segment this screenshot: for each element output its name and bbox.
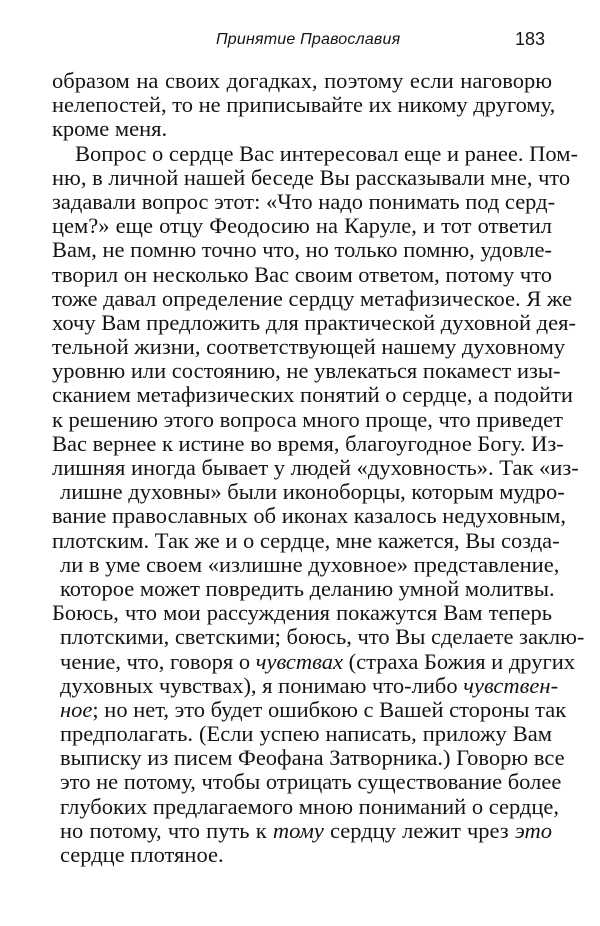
text-segment: (страха Божия и других: [343, 648, 576, 674]
text-segment: но потому, что путь к: [60, 817, 273, 843]
text-line: Вопрос о сердце Вас интересовал еще и ранее. Пом-: [75, 140, 578, 166]
text-line: ли в уме своем «излишне духовное» представление,: [60, 551, 560, 577]
text-line: сердце плотяное.: [60, 842, 224, 867]
text-segment: духовных чувствах), я понимаю что-либо: [60, 672, 464, 698]
text-line: лишняя иногда бывает у людей «духовность». Так «из-: [52, 455, 579, 480]
page-number: 183: [514, 29, 545, 49]
italic-word: чувствах: [255, 648, 343, 674]
text-line: хочу Вам предложить для практической духовной дея-: [52, 309, 576, 335]
text-line: вание православных об иконах казалось недуховным,: [52, 503, 567, 529]
text-line: которое может повредить деланию умной молитвы.: [60, 575, 555, 601]
text-line: к решению этого вопроса много проще, что приведет: [52, 406, 563, 432]
text-line: цем?» еще отцу Феодосию на Каруле, и тот ответил: [52, 213, 552, 239]
text-line: плотским. Так же и о сердце, мне кажется, Вы созда-: [52, 527, 560, 553]
text-segment: сердцу лежит чрез: [323, 817, 515, 843]
text-line: плотскими, светскими; боюсь, что Вы сделаете заклю-: [60, 624, 585, 650]
text-line: Вас вернее к истине во время, благоугодное Богу. Из-: [52, 430, 564, 456]
text-line: глубоких предлагаемого мною пониманий о сердце,: [60, 793, 560, 819]
text-line: это не потому, чтобы отрицать существование более: [60, 769, 562, 795]
italic-word: чувствен-: [463, 672, 559, 698]
text-line: задавали вопрос этот: «Что надо понимать под серд-: [52, 188, 556, 214]
text-segment: ; но нет, это будет ошибкою с Вашей стороны так: [92, 696, 567, 722]
text-line: тоже давал определение сердцу метафизическое. Я же: [52, 285, 573, 311]
body-text: [52, 68, 585, 867]
text-line: сканием метафизических понятий о сердце, а подойти: [52, 382, 573, 408]
text-line: [52, 819, 552, 843]
italic-word: это: [514, 817, 552, 843]
text-line: выписку из писем Феофана Затворника.) Говорю все: [60, 745, 565, 771]
text-line: [52, 648, 576, 674]
text-line: кроме меня.: [52, 116, 168, 142]
text-line: [52, 696, 567, 722]
text-line: нелепостей, то не приписывайте их никому другому,: [52, 92, 556, 118]
italic-word: ное: [60, 696, 93, 722]
running-title: Принятие Православия: [216, 31, 401, 48]
text-line: предполагать. (Если успею написать, приложу Вам: [60, 721, 552, 747]
text-line: Боюсь, что мои рассуждения покажутся Вам теперь: [52, 600, 552, 626]
text-line: ню, в личной нашей беседе Вы рассказывали мне, что: [52, 164, 571, 190]
text-line: лишне духовны» были иконоборцы, которым мудро-: [60, 479, 565, 505]
text-line: тельной жизни, соответствующей нашему духовному: [52, 334, 566, 360]
text-line: образом на своих догадках, поэтому если наговорю: [52, 68, 552, 93]
italic-word: тому: [272, 817, 324, 843]
text-line: [52, 672, 559, 698]
text-line: творил он несколько Вас своим ответом, потому что: [52, 261, 552, 287]
text-segment: чение, что, говоря о: [60, 648, 256, 674]
text-line: Вам, не помню точно что, но только помню, удовле-: [52, 237, 552, 263]
text-line: уровню или состоянию, не увлекаться покамест изы-: [52, 358, 561, 384]
